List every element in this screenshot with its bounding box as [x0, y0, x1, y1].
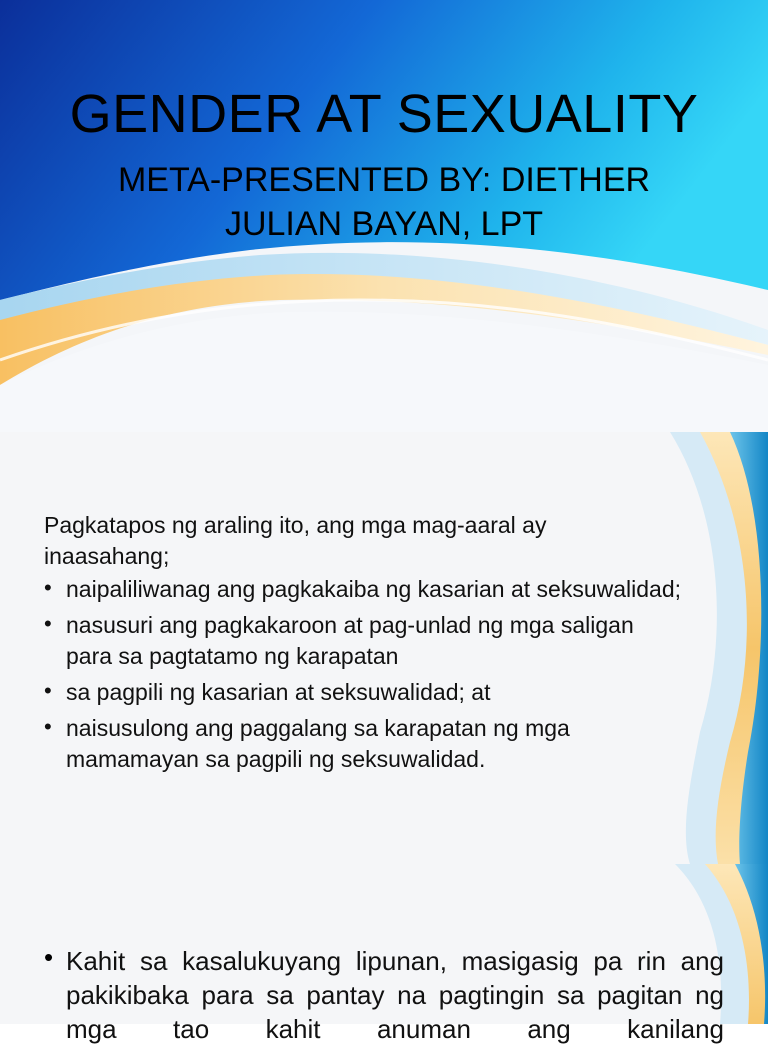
slide-title: GENDER AT SEXUALITY: [69, 84, 699, 144]
bullet-icon: •: [44, 942, 54, 972]
list-item: • naisusulong ang paggalang sa karapatan ng mga mamamayan sa pagpili ng seksuwalidad.: [44, 713, 684, 775]
content-paragraph: [44, 944, 724, 1046]
list-item: • nasusuri ang pagkakaroon at pag-unlad ng mga saligan para sa pagtatamo ng karapatan: [44, 610, 684, 672]
title-slide: [0, 0, 768, 432]
slide-subtitle: META-PRESENTED BY: DIETHER JULIAN BAYAN, LPT: [117, 161, 651, 243]
list-item: • sa pagpili ng kasarian at seksuwalidad; at: [44, 677, 684, 708]
content-slide: [0, 864, 768, 1044]
bullet-icon: •: [44, 678, 52, 703]
objectives-list: [44, 574, 684, 780]
paragraph-text: Kahit sa kasalukuyang lipunan, masigasig pa rin ang pakikibaka para sa pantay na pagtingin sa pagitan ng mga tao kahit anuman ang kanilang: [66, 946, 724, 1044]
objectives-intro: Pagkatapos ng araling ito, ang mga mag-aaral ay inaasahang;: [44, 512, 547, 569]
list-item: • naipaliliwanag ang pagkakaiba ng kasarian at seksuwalidad;: [44, 574, 684, 605]
bullet-icon: •: [44, 714, 52, 739]
bullet-icon: •: [44, 575, 52, 600]
objectives-slide: [0, 432, 768, 864]
bullet-icon: •: [44, 611, 52, 636]
